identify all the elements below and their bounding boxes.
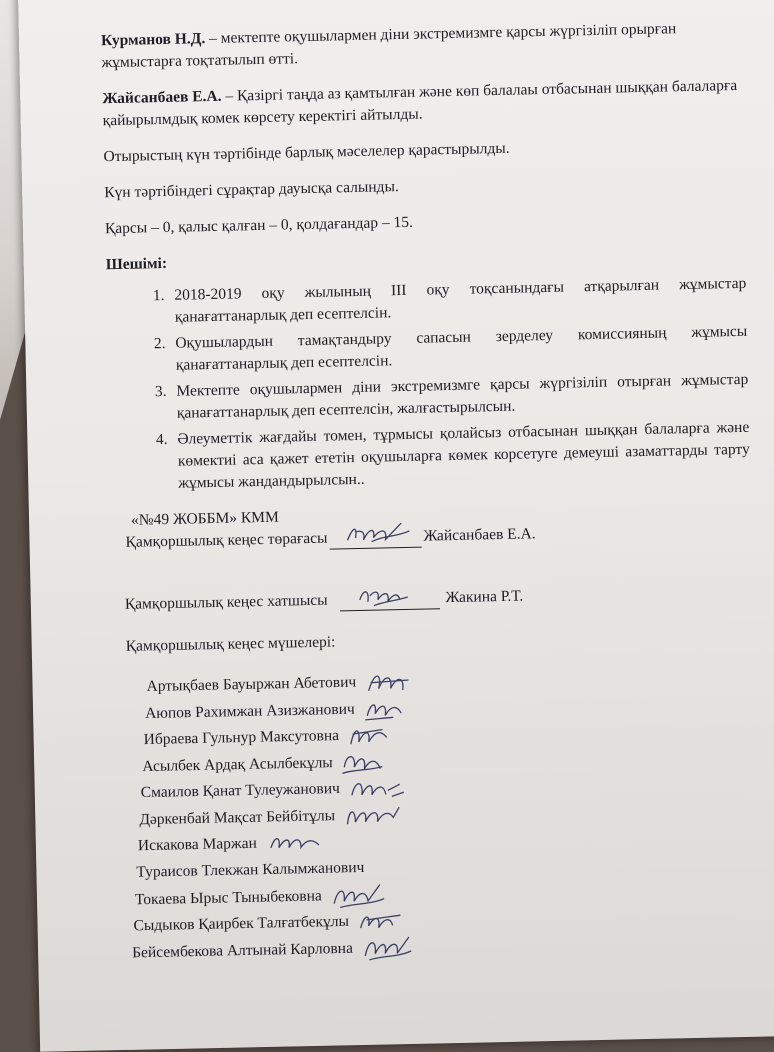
decision-item: 3. Мектепте оқушылармен діни экстремизмге қарсы жүргізіліп отырған жұмыстар қанағаттанарлық деп есептелсін, жалғастырылсын. xyxy=(170,369,749,425)
statement-vote: Күн тәртібіндегі сұрақтар дауысқа салынды. xyxy=(104,178,399,202)
chair-role: Қамқоршылық кеңес төрағасы xyxy=(125,529,328,551)
member-name: Ибраева Гульнур Максутовна xyxy=(143,727,340,749)
decision-list xyxy=(106,273,750,496)
chair-signature-mark xyxy=(343,521,414,548)
secretary-signature-mark xyxy=(353,583,424,610)
secretary-role: Қамқоршылық кеңес хатшысы xyxy=(124,591,328,613)
member-signature-mark xyxy=(347,774,408,803)
member-signature-mark xyxy=(364,668,413,697)
secretary-signature-line xyxy=(339,590,439,611)
member-name: Искакова Маржан xyxy=(137,834,257,855)
member-name: Тураисов Тлекжан Калымжанович xyxy=(136,858,365,881)
member-signature-mark xyxy=(362,695,407,724)
member-signature-mark xyxy=(264,829,325,858)
member-name: Артықбаев Бауыржан Абетович xyxy=(146,673,357,696)
members-title: Қамқоршылық кеңес мүшелері: xyxy=(125,633,336,655)
member-signature-mark xyxy=(347,721,392,750)
statement-agenda: Отырыстың күн тәртібінде барлық мәселелер қарастырылды. xyxy=(103,139,510,166)
member-signature-mark xyxy=(360,933,417,964)
member-name: Дәркенбай Мақсат Бейбітұлы xyxy=(139,806,336,828)
decision-item: 1. 2018-2019 оқу жылының ІІІ оқу тоқсанындағы атқарылған жұмыстар қанағаттанарлық деп есептелсін. xyxy=(168,273,747,329)
member-name: Асылбек Ардақ Асылбекұлы xyxy=(142,753,333,775)
member-signature-mark xyxy=(357,907,408,936)
speaker-text: – Қазіргі таңда аз қамтылған және көп балалаы отбасынан шыққан балаларға қайырылмдық комек көрсету керектігі айтылды. xyxy=(102,76,738,130)
member-name: Сыдыков Қаирбек Талғатбекұлы xyxy=(133,912,350,934)
chair-signature-line xyxy=(329,529,421,550)
document-page xyxy=(18,0,774,1052)
paragraph-zhaisanbaev xyxy=(102,75,743,132)
member-signature-mark xyxy=(343,801,404,830)
decision-heading: Шешімі: xyxy=(105,254,168,274)
secretary-name: Жакина Р.Т. xyxy=(445,587,524,607)
document-body xyxy=(101,17,760,966)
member-name: Аюпов Рахимжан Азизжанович xyxy=(144,700,355,722)
member-name: Бейсембекова Алтынай Карловна xyxy=(131,939,354,962)
member-name: Токаева Ырыс Тыныбековна xyxy=(134,887,322,909)
paragraph-kurmanov xyxy=(101,17,742,74)
speaker-name: Курманов Н.Д. xyxy=(100,30,206,50)
decision-item: 2. Оқушылардын тамақтандыру сапасын зерделеу комиссияның жұмысы қанағаттанарлық деп есептелсін. xyxy=(169,321,748,377)
members-list xyxy=(114,661,760,966)
school-name: «№49 ЖОББМ» КММ xyxy=(130,508,279,529)
secretary-signature-row xyxy=(125,581,753,616)
member-name: Смаилов Қанат Тулеужанович xyxy=(140,779,341,802)
chair-name: Жайсанбаев Е.А. xyxy=(423,525,536,545)
member-signature-mark xyxy=(340,748,385,777)
speaker-name: Жайсанбаев Е.А. xyxy=(102,87,222,108)
speaker-text: – мектепте оқушылармен діни экстремизмге қарсы жүргізіліп орырған жұмыстарға тоқтатылып өтті. xyxy=(101,20,677,72)
statement-results: Қарсы – 0, қалыс қалған – 0, қолдағандар – 15. xyxy=(104,213,414,238)
decision-item: 4. Әлеуметтік жағдайы томен, тұрмысы қолайсыз отбасынан шыққан балаларға және көмектиі аса қажет ететін оқушыларға көмек корсетуге демеуші азаматтарды тарту жұмысы жандандырылсын.. xyxy=(171,417,750,495)
